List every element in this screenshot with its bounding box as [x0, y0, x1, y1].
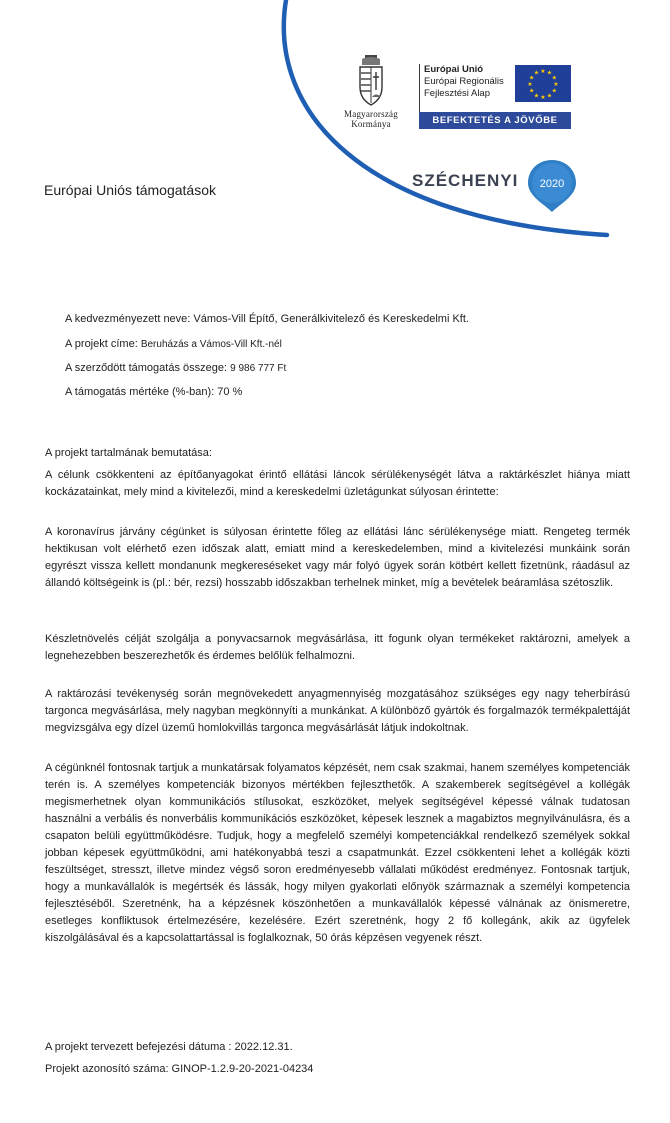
- project-title-value: Beruházás a Vámos-Vill Kft.-nél: [140, 339, 282, 350]
- svg-text:★: ★: [546, 92, 553, 100]
- page-heading: Európai Uniós támogatások: [44, 182, 216, 198]
- project-title-line: [65, 338, 282, 350]
- government-name-line2: Kormánya: [351, 119, 391, 129]
- government-name-line1: Magyarország: [344, 109, 398, 119]
- svg-text:★: ★: [533, 92, 540, 100]
- paragraph: A raktározási tevékenység során megnövekedett anyagmennyiség mozgatásához szükséges egy nagy teherbírású targonca megvásárlása, mely nagyban megkönnyíti a munkánkat. A különböző gyártók és forgalmazók termékpalettáját megvizsgálva egy dízel üzemű homlokvillás targonca megvásárlását látjuk indokoltnak.: [45, 688, 630, 734]
- grant-rate-line: [65, 386, 242, 398]
- grant-rate-label: A támogatás mértéke (%-ban):: [65, 386, 215, 398]
- eu-fund-line2: Fejlesztési Alap: [424, 88, 491, 99]
- eu-slogan-bar: BEFEKTETÉS A JÖVŐBE: [419, 112, 571, 129]
- eu-fund-line1: Európai Regionális: [424, 76, 504, 87]
- svg-text:★: ★: [540, 68, 546, 75]
- svg-text:★: ★: [533, 69, 540, 77]
- grant-amount-line: [65, 362, 286, 374]
- paragraph: Készletnövelés célját szolgálja a ponyvacsarnok megvásárlása, itt fogunk olyan termékeket raktározni, amelyek a legnehezebben beszerezhetők és érdemes belőlük felhalmozni.: [45, 633, 630, 662]
- paragraph: A cégünknél fontosnak tartjuk a munkatársak folyamatos képzését, nem csak szakmai, hanem személyes kompetenciák terén is. A személyes kompetenciák bizonyos mértékben fejleszthetők. A szakemberek segítségével a kollégák megismerhetnek olyan kommunikációs stílusokat, eszközöket, melyek segítségével képessé válnak tudatosan használni a verbális és nonverbális kommunikációs eszközöket, képesek lesznek a magabiztos megnyilvánulásra, és a csapaton belüli együttműködésre. Tudjuk, hogy a megfelelő személyi kompetenciákkal rendelkező személyek sokkal jobban képesek együttműködni, ami hatékonyabbá teszi a csapatmunkát. Ezzel csökkenteni lehet a kollégák közti feszültséget, stresszt, illetve mindez végső soron eredményesebb vállalati működést eredményez. Fontosnak tartjuk, hogy a munkavállalók is megértsék és lássák, hogy milyen gyakorlati előnyök származnak a személyi kompetencia fejlesztéséből. Szeretnénk, ha a képzésnek köszönhetően a munkavállalók képessé válnának az önismeretre, esetleges konfliktusok értelmezésére, kezelésére. Ezért szeretnénk, hogy 2 fő kollegánk, akik az ügyfelek kiszolgálásával és a kapcsolattartással is foglalkoznak, 50 órás képzésen vegyenek részt.: [45, 762, 630, 944]
- svg-text:★: ★: [553, 81, 559, 88]
- svg-text:★: ★: [529, 74, 535, 82]
- szechenyi-2020-pin-icon: [526, 158, 578, 219]
- program-name: SZÉCHENYI: [412, 171, 519, 190]
- eu-flag-icon: [515, 65, 571, 102]
- beneficiary-line: [65, 313, 469, 325]
- svg-text:★: ★: [551, 74, 557, 82]
- svg-text:★: ★: [527, 81, 533, 88]
- grant-amount-label: A szerződött támogatás összege:: [65, 362, 228, 374]
- completion-date: A projekt tervezett befejezési dátuma : 2022.12.31.: [45, 1041, 293, 1053]
- paragraph: A koronavírus járvány cégünket is súlyosan érintette főleg az ellátási lánc sérülékenysége miatt. Rengeteg termék hektikusan volt elérhető ezen időszak alatt, emiatt mind a kereskedelemben, mind a kivitelezési munkáink során egyrészt vissza kellett mondanunk megkereséseket vagy már folyó ügyek során kötbért kellett fizetnünk, ráadásul az állandó költségeink is (pl.: bér, rezsi) hosszabb időszakban terhelnek minket, míg a bevételek beáramlása szétoszlik.: [45, 526, 630, 589]
- eu-text-block: [424, 64, 504, 100]
- program-year: 2020: [539, 178, 565, 190]
- eu-divider: [419, 64, 420, 116]
- beneficiary-value: Vámos-Vill Építő, Generálkivitelező és Kereskedelmi Kft.: [193, 313, 469, 325]
- eu-name: Európai Unió: [424, 64, 484, 75]
- hungarian-coat-of-arms-icon: [356, 55, 386, 107]
- section-title: A projekt tartalmának bemutatása:: [45, 447, 212, 459]
- grant-amount-value: 9 986 777 Ft: [230, 363, 287, 374]
- paragraph: A célunk csökkenteni az építőanyagokat érintő ellátási láncok sérülékenységét látva a raktárkészlet hiánya miatt kockázatainkat, mely mind a kivitelezői, mind a kereskedelmi üzletágunkat súlyosan érintette:: [45, 469, 630, 498]
- hungarian-government-logo: [328, 55, 414, 129]
- svg-text:★: ★: [529, 87, 535, 95]
- beneficiary-label: A kedvezményezett neve:: [65, 313, 191, 325]
- svg-text:★: ★: [546, 69, 553, 77]
- project-id: Projekt azonosító száma: GINOP-1.2.9-20-2021-04234: [45, 1063, 314, 1075]
- project-title-label: A projekt címe:: [65, 338, 138, 350]
- decorative-blue-arc: [0, 0, 670, 260]
- svg-text:★: ★: [551, 87, 557, 95]
- grant-rate-value: 70 %: [217, 386, 243, 398]
- svg-text:★: ★: [540, 94, 546, 101]
